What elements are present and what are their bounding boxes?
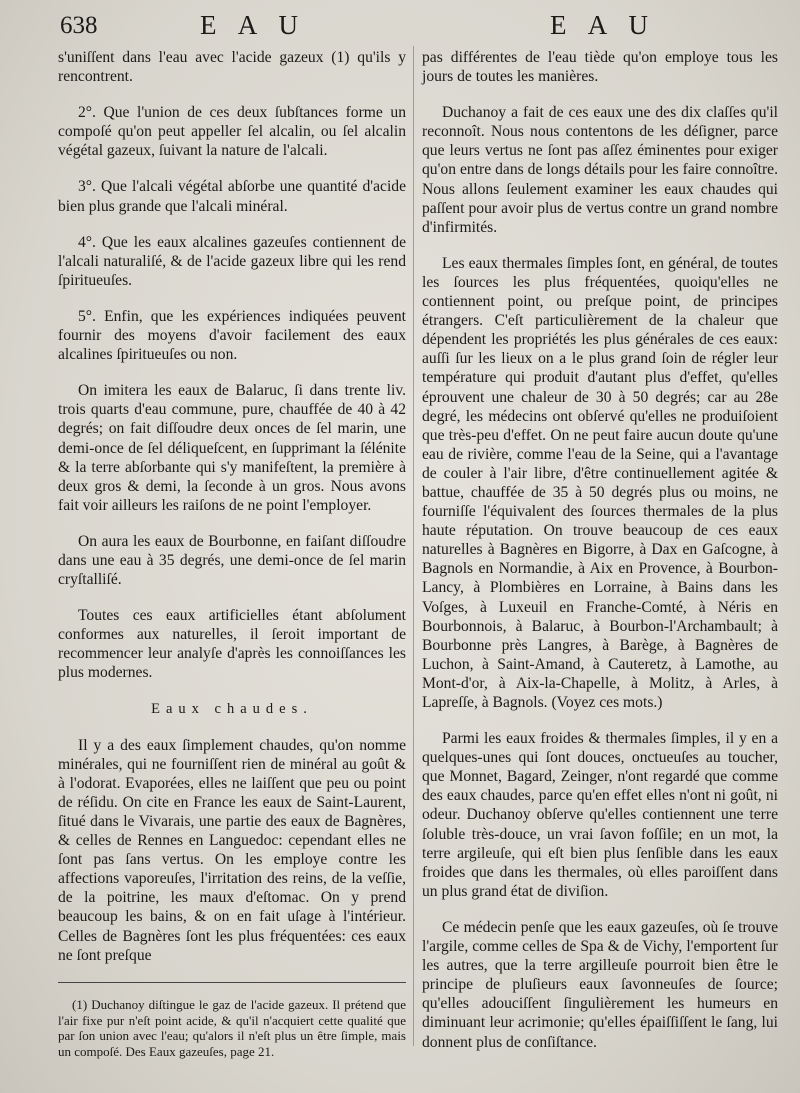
- right-column: [422, 48, 778, 1069]
- footnote: (1) Duchanoy diſtingue le gaz de l'acide gazeux. Il prétend que l'air fixe pur n'eſt point acide, & qu'il n'acquiert cette qualité que par ſon union avec l'eau; qu'alors il n'eſt plus un être ſimple, mais un compoſé. Des Eaux gazeuſes, page 21.: [58, 996, 406, 1060]
- running-head-left: E A U: [200, 10, 307, 40]
- paragraph: Il y a des eaux ſimplement chaudes, qu'on nomme minérales, qui ne fourniſſent rien de minéral au goût & à l'odorat. Evaporées, elles ne laiſſent que peu ou point de réſidu. On cite en France les eaux de Saint-Laurent, ſitué dans le Vivarais, une partie des eaux de Bagnères, & celles de Rennes en Languedoc: cependant elles ne ſont pas ſans vertus. On les employe contre les affections vaporeuſes, l'irritation des reins, de la veſſie, de la poitrine, les maux d'eſtomac. On y prend beaucoup les bains, & on en fait uſage à l'intérieur. Celles de Bagnères ſont les plus fréquentées: ces eaux ne ſont preſque: [58, 736, 406, 964]
- paragraph: Ce médecin penſe que les eaux gazeuſes, où ſe trouve l'argile, comme celles de Spa & de Vichy, l'emportent ſur les autres, que la terre argilleuſe pourroit bien être le principe de pluſieurs eaux ſavonneuſes de ſource; qu'elles adouciſſent ſingulièrement les humeurs en diminuant leur acrimonie; qu'elles épaiſſiſſent le ſang, lui donnent plus de conſiſtance.: [422, 918, 778, 1051]
- paragraph: Toutes ces eaux artificielles étant abſolument conformes aux naturelles, il ſeroit important de recommencer leur analyſe d'après les connoiſſances les plus modernes.: [58, 607, 406, 682]
- page-header: [0, 6, 800, 44]
- paragraph: s'uniſſent dans l'eau avec l'acide gazeux (1) qu'ils y rencontrent.: [58, 49, 406, 86]
- section-title: Eaux chaudes.: [151, 700, 313, 717]
- paragraph: Les eaux thermales ſimples ſont, en général, de toutes les ſources les plus fréquentées, quoiqu'elles ne contiennent point, ou preſque point, de principes étrangers. C'eſt particulièrement de la chaleur que dépendent les propriétés les plus générales de ces eaux: auſſi ſur les lieux on a le plus grand ſoin de régler leur température qui produit d'autant plus d'effet, qu'elles éprouvent une chaleur de 30 à 50 degrés; car au 28e degré, les médecins ont obſervé qu'elles ne produiſoient que très-peu d'effet. On ne peut faire aucun doute qu'une eau de rivière, comme l'eau de la Seine, qui a l'avantage de couler à l'air libre, d'être continuellement agitée & battue, chauffée de 35 à 50 degrés plus ou moins, ne fourniſſe l'équivalent des ſources thermales de la plus haute réputation. On trouve beaucoup de ces eaux naturelles à Bagnères en Bigorre, à Dax en Gaſcogne, à Bagnols en Normandie, à Aix en Provence, à Bourbon-Lancy, à Plombières en Lorraine, à Bains dans les Voſges, à Luxeuil en Franche-Comté, à Néris en Bourbonnois, à Balaruc, à Bourbon-l'Archambault; à Bourbonne près Langres, à Barège, à Bagnères de Luchon, à Saint-Amand, à Cauteretz, à Lamothe, au Mont-d'or, à Aix-la-Chapelle, à Molitz, à Arles, à Lapreſſe, à Bagnols. (Voyez ces mots.): [422, 254, 778, 711]
- running-head-right: E A U: [550, 10, 657, 40]
- paragraph: 4°. Que les eaux alcalines gazeuſes contiennent de l'alcali naturaliſé, & de l'acide gazeux libre qui les rend ſpiritueuſes.: [58, 233, 406, 289]
- left-column: [58, 48, 406, 1060]
- column-divider: [413, 46, 414, 1046]
- paragraph: pas différentes de l'eau tiède qu'on employe tous les jours de toutes les manières.: [422, 49, 778, 86]
- paragraph: 3°. Que l'alcali végétal abſorbe une quantité d'acide bien plus grande que l'alcali minéral.: [58, 178, 406, 215]
- paragraph: On aura les eaux de Bourbonne, en faiſant diſſoudre dans une eau à 35 degrés, une demi-once de ſel marin cryſtalliſé.: [58, 532, 406, 589]
- paragraph: On imitera les eaux de Balaruc, ſi dans trente liv. trois quarts d'eau commune, pure, chauffée de 40 à 42 degrés; on fait diſſoudre deux onces de ſel marin, une demi-once de ſel déliqueſcent, en ſupprimant la ſélénite & la terre abſorbante qui s'y manifeſtent, la première à deux gros & demi, la ſeconde à un gros. Nous avons fait voir ailleurs les raiſons de ne point l'employer.: [58, 382, 406, 514]
- paragraph: 2°. Que l'union de ces deux ſubſtances forme un compoſé qu'on peut appeller ſel alcalin, ou ſel alcalin végétal gazeux, ſuivant la nature de l'alcali.: [58, 104, 406, 160]
- paragraph: 5°. Enfin, que les expériences indiquées peuvent fournir des moyens d'avoir facilement des eaux alcalines ſpiritueuſes ou non.: [58, 307, 406, 364]
- page-number: 638: [60, 12, 98, 39]
- paragraph: Duchanoy a fait de ces eaux une des dix claſſes qu'il reconnoît. Nous nous contentons de les déſigner, parce que leurs vertus ne ſont pas aſſez éminentes pour exiger qu'on entre dans de longs détails pour les faire connoître. Nous allons ſeulement examiner les eaux chaudes qui paſſent pour avoir plus de vertus contre un grand nombre d'infirmités.: [422, 104, 778, 236]
- footnote-rule: [58, 982, 406, 983]
- paragraph: Parmi les eaux froides & thermales ſimples, il y en a quelques-unes qui ſont douces, onctueuſes au toucher, que Monnet, Bagard, Zeinger, n'ont regardé que comme des eaux chaudes, parce qu'en effet elles n'ont ni goût, ni odeur. Duchanoy obſerve qu'elles contiennent une terre ſoluble très-douce, un vrai ſavon foſſile; en un mot, la terre argileuſe, qui eſt bien plus ſenſible dans les eaux froides que dans les thermales, où elles paroiſſent dans un plus grand état de diviſion.: [422, 730, 778, 900]
